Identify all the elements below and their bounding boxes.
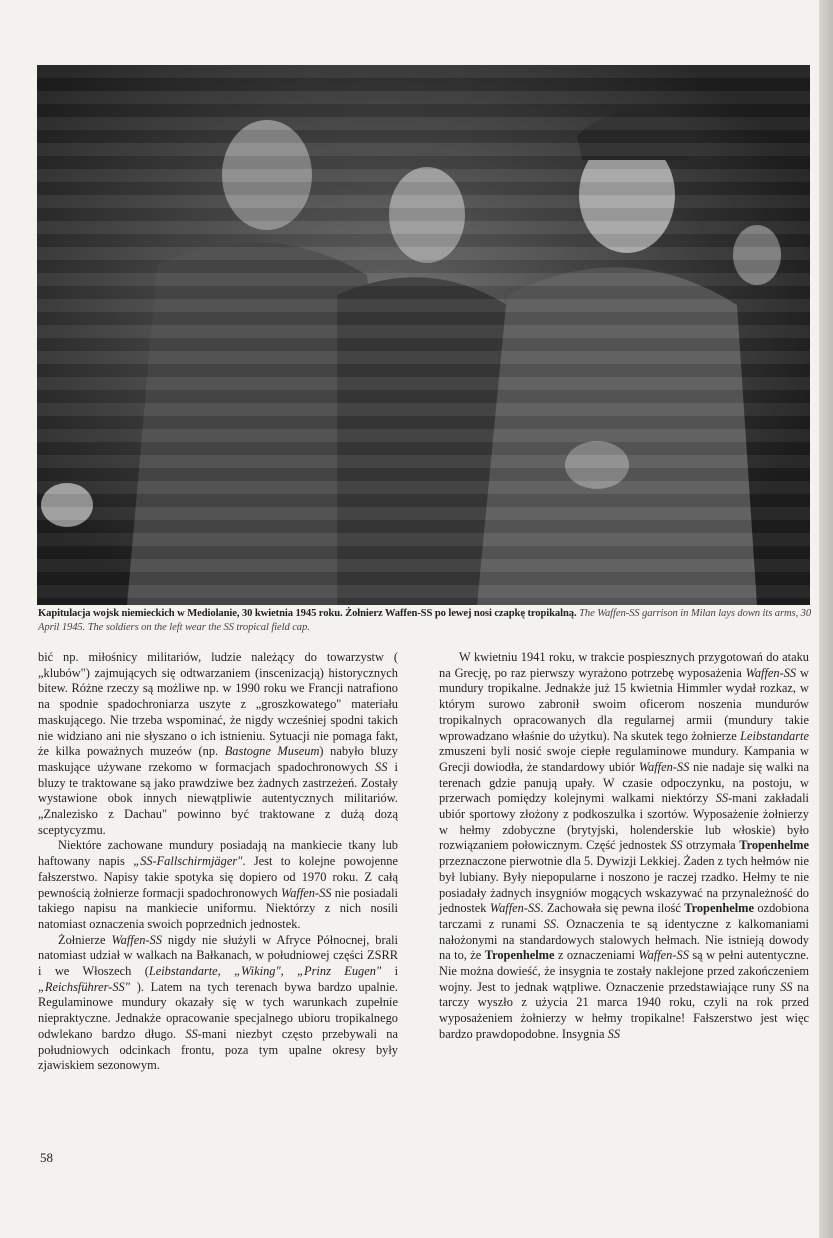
caption-english: The Waffen-SS garrison in Milan lays down its arms, 30 April 1945. The soldiers on the left wear the SS tropical field cap. xyxy=(38,608,812,633)
photo-image xyxy=(37,65,810,605)
page-edge-shadow xyxy=(819,0,833,1238)
right-column xyxy=(439,650,809,1043)
page-number: 58 xyxy=(40,1150,53,1165)
photo-caption xyxy=(38,607,813,635)
left-paragraph-2: Niektóre zachowane mundury posiadają na mankiecie tkany lub haftowany napis „SS-Fallschirmjäger". Jest to kolejne powojenne fałszerstwo. Napisy takie spotyka się dopiero od 1970 roku. Z całą pewnością żołnierze formacji spadochronowych Waffen-SS nie posiadali takiego napisu na mankiecie uniformu. Niektórzy z nich nosili natomiast oznaczenia swoich poprzednich jednostek. xyxy=(38,838,398,931)
left-paragraph-3: Żołnierze Waffen-SS nigdy nie służyli w Afryce Północnej, brali natomiast udział w walkach na Bałkanach, w południowej części ZSRR i we Włoszech (Leibstandarte, „Wiking", „Prinz Eugen" i „Reichsführer-SS" ). Latem na tych terenach bywa bardzo upalnie. Regulaminowe mundury okazały się w tych warunkach zupełnie niepraktyczne. Jednakże opracowanie specjalnego ubioru tropikalnego odwlekano bardzo długo. SS-mani niezbyt często przebywali na południowych odcinkach frontu, poza tym upalne okresy były zjawiskiem sezonowym. xyxy=(38,932,399,1073)
right-paragraph-1: W kwietniu 1941 roku, w trakcie pospiesznych przygotowań do ataku na Grecję, po raz pierwszy wyrażono potrzebę wyposażenia Waffen-SS w mundury tropikalne. Jednakże już 15 kwietnia Himmler wydał rozkaz, w którym surowo zabronił swoim oficerom noszenia mundurów tropikalnych opracowanych dla regularnej armii (mundury takie wprowadzano właśnie do użytku). Na skutek tego żołnierze Leibstandarte zmuszeni byli nosić swoje ciepłe regulaminowe mundury. Kampania w Grecji dowiodła, że standardowy ubiór Waffen-SS nie nadaje się walki na terenach gdzie panują upały. W czasie odpoczynku, na postoju, w przerwach pomiędzy kolejnymi walkami niektórzy SS-mani zakładali ubiór sportowy złożony z podkoszulka i szortów. Wyposażenie żołnierzy w hełmy zdobyczne (brytyjski, holenderskie lub włoskie) było rozwiązaniem połowicznym. Część jednostek SS otrzymała Tropenhelme przeznaczone pierwotnie dla 5. Dywizji Lekkiej. Żaden z tych hełmów nie był lubiany. Były niepopularne i noszono je raczej rzadko. Hełmy te nie posiadały żadnych insygniów mogących wskazywać na przynależność do jednostek Waffen-SS. Zachowała się pewna ilość Tropenhelme ozdobiona tarczami z runami SS. Oznaczenia te są identyczne z kalkomaniami nałożonymi na standardowych stalowych hełmach. Nie istnieją dowody na to, że Tropenhelme z oznaczeniami Waffen-SS są w pełni autentyczne. Nie można dowieść, że insygnia te zostały naklejone przed zakończeniem wojny. Jest to jednak wątpliwe. Oznaczenie przedstawiające runy SS na tarczy wyszło z użycia 21 marca 1940 roku, czyli na rok przed wyposażeniem żołnierzy w hełmy tropikalne! Fałszerstwo jest więc bardzo prawdopodobne. Insygnia SS xyxy=(439,650,810,1041)
left-paragraph-1: bić np. miłośnicy militariów, ludzie należący do towarzystw ( „klubów") zajmujących się odtwarzaniem (inscenizacją) historycznych bitew. Różne rzeczy są możliwe np. w 1990 roku we Francji natrafiono na spodnie spadochroniarza uszyte z „groszkowatego" materiału maskującego. Nie trzeba wspominać, że nigdy wcześniej spodni takich nie widziano ani nie słyszano o ich istnieniu. Sytuacji nie pomaga fakt, że kilka poważnych muzeów (np. Bastogne Museum) nabyło bluzy maskujące używane rzekomo w formacjach spadochronowych SS i bluzy te traktowane są jako prawdziwe bez żadnych zastrzeżeń. Zostały wystawione obok innych niewątpliwie autentycznych militariów. „Znalezisko z Dachau" powinno być traktowane z dużą dozą sceptycyzmu. xyxy=(38,650,398,837)
caption-polish: Kapitulacja wojsk niemieckich w Mediolanie, 30 kwietnia 1945 roku. Żołnierz Waffen-SS po lewej nosi czapkę tropikalną. xyxy=(38,608,577,619)
photo-soldiers-milan xyxy=(37,65,810,605)
left-column xyxy=(38,650,398,1074)
